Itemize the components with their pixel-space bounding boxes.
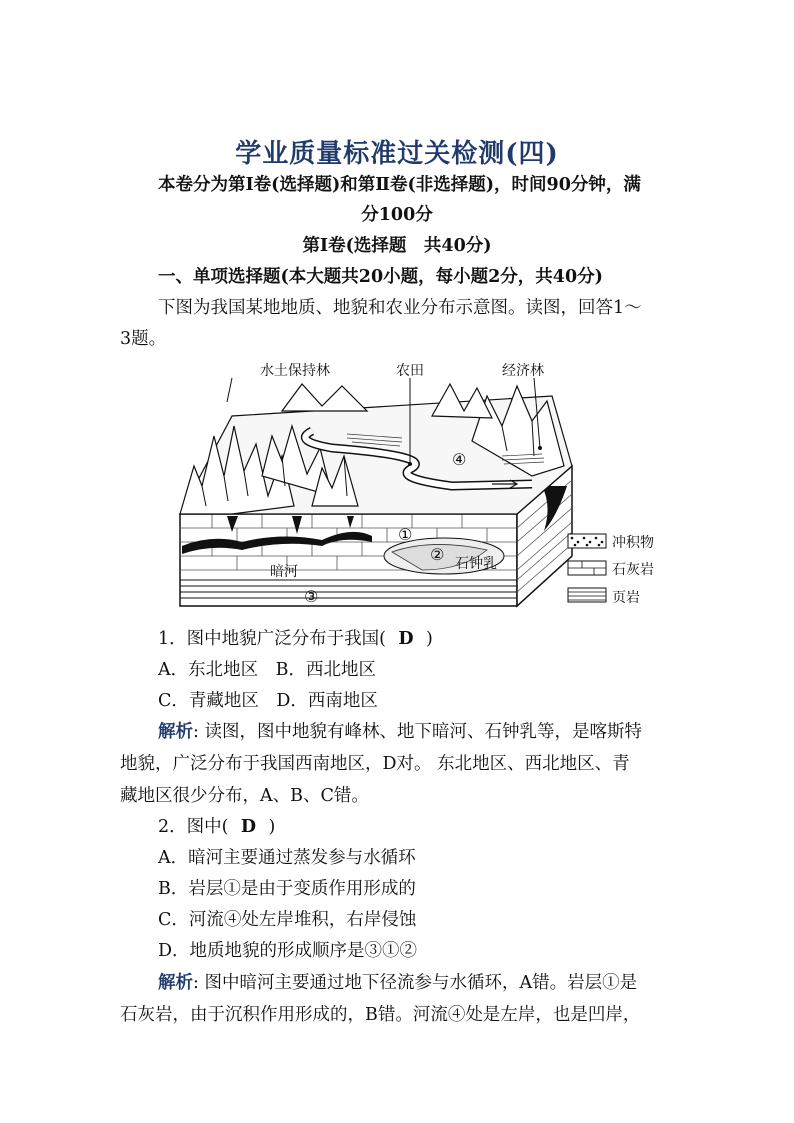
- q1-options-row2: C．青藏地区 D．西南地区: [158, 691, 378, 711]
- label-economic-forest: 经济林: [502, 363, 544, 379]
- legend-limestone: 石灰岩: [612, 562, 654, 578]
- q1-answer: D: [398, 629, 414, 649]
- legend-alluvium: 冲积物: [612, 535, 654, 551]
- q1-stem-text: 1．图中地貌广泛分布于我国(: [158, 629, 386, 649]
- q2-option-a: A．暗河主要通过蒸发参与水循环: [158, 848, 416, 868]
- q1-analysis-line3: 藏地区很少分布，A、B、C错。: [120, 786, 369, 806]
- label-river-mark: ④: [452, 450, 467, 469]
- stem-line-2: 3题。: [120, 329, 167, 349]
- q1-stem: [158, 624, 433, 654]
- q1-options-row1: A．东北地区 B．西北地区: [158, 660, 376, 680]
- q2-close: ): [268, 817, 276, 837]
- intro-line-1: 本卷分为第Ⅰ卷(选择题)和第Ⅱ卷(非选择题)，时间90分钟，满: [158, 175, 641, 195]
- q1-close: ): [425, 629, 433, 649]
- label-farmland: 农田: [396, 363, 424, 379]
- q1-analysis-text: : 读图，图中地貌有峰林、地下暗河、石钟乳等，是喀斯特: [193, 722, 642, 742]
- q1-analysis-line1: [158, 717, 642, 747]
- stem-line-1: 下图为我国某地地质、地貌和农业分布示意图。读图，回答1～: [158, 298, 642, 318]
- label-stalactite: 石钟乳: [455, 556, 497, 572]
- intro-line-2: 分100分: [361, 205, 433, 225]
- q2-analysis-line1: [158, 968, 637, 998]
- q2-option-d: D．地质地貌的形成顺序是③①②: [158, 941, 418, 961]
- legend: [568, 534, 654, 606]
- legend-shale: 页岩: [612, 590, 640, 606]
- q2-stem: [158, 812, 275, 842]
- q2-analysis-label: 解析: [158, 973, 193, 993]
- label-layer1: ①: [398, 525, 413, 544]
- label-soil-forest: 水土保持林: [260, 363, 330, 379]
- label-layer2: ②: [430, 545, 445, 564]
- part1-heading: 第Ⅰ卷(选择题 共40分): [302, 236, 492, 256]
- label-dark-river: 暗河: [270, 564, 298, 580]
- q2-analysis-text: : 图中暗河主要通过地下径流参与水循环，A错。岩层①是: [193, 973, 638, 993]
- q2-stem-text: 2．图中(: [158, 817, 229, 837]
- page-title: 学业质量标准过关检测(四): [235, 139, 559, 169]
- q2-answer: D: [240, 817, 257, 837]
- q2-option-b: B．岩层①是由于变质作用形成的: [158, 879, 416, 899]
- q2-option-c: C．河流④处左岸堆积，右岸侵蚀: [158, 910, 417, 930]
- section-heading: 一、单项选择题(本大题共20小题，每小题2分，共40分): [158, 267, 603, 287]
- label-layer3: ③: [304, 587, 319, 606]
- q1-analysis-label: 解析: [158, 722, 193, 742]
- karst-figure: [172, 356, 672, 611]
- q2-analysis-line2: 石灰岩，由于沉积作用形成的，B错。河流④处是左岸，也是凹岸，: [120, 1005, 641, 1025]
- q1-analysis-line2: 地貌，广泛分布于我国西南地区，D对。 东北地区、西北地区、青: [120, 754, 630, 774]
